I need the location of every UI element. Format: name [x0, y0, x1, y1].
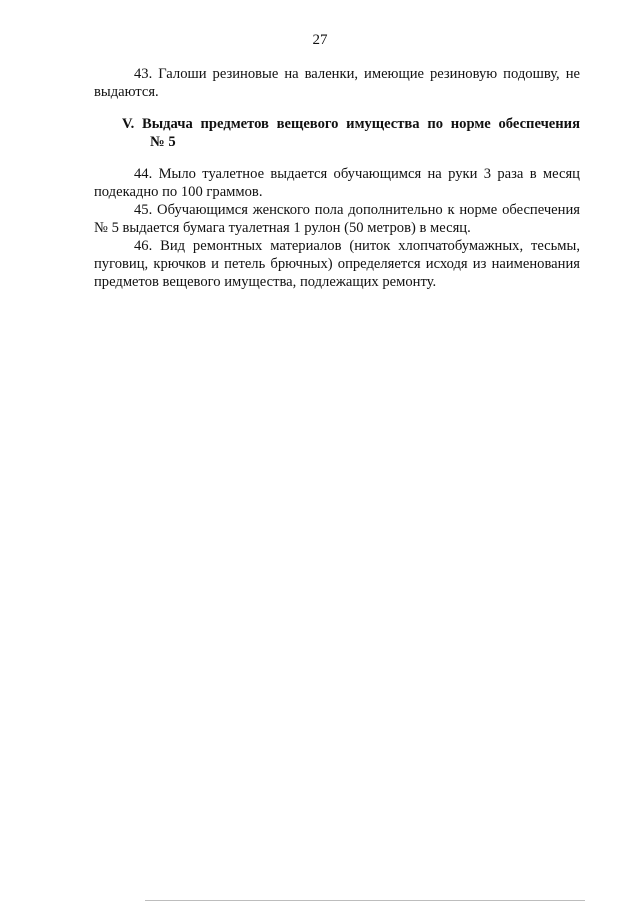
- scan-edge-line: [145, 900, 585, 901]
- section-heading-line1: V. Выдача предметов вещевого имущества по норме обеспечения: [122, 116, 580, 132]
- section-heading: [94, 115, 580, 151]
- paragraph-43: 43. Галоши резиновые на валенки, имеющие резиновую подошву, не выдаются.: [94, 66, 580, 100]
- paragraph-46: 46. Вид ремонтных материалов (ниток хлопчатобумажных, тесьмы, пуговиц, крючков и петель брючных) определяется исходя из наименования предметов вещевого имущества, подлежащих ремонту.: [94, 238, 580, 290]
- section-heading-line2: № 5: [150, 134, 176, 150]
- paragraph-45: 45. Обучающимся женского пола дополнительно к норме обеспечения № 5 выдается бумага туалетная 1 рулон (50 метров) в месяц.: [94, 202, 580, 236]
- paragraph-44: 44. Мыло туалетное выдается обучающимся на руки 3 раза в месяц подекадно по 100 граммов.: [94, 166, 580, 200]
- page-number: 27: [312, 32, 328, 48]
- document-body: [94, 65, 580, 291]
